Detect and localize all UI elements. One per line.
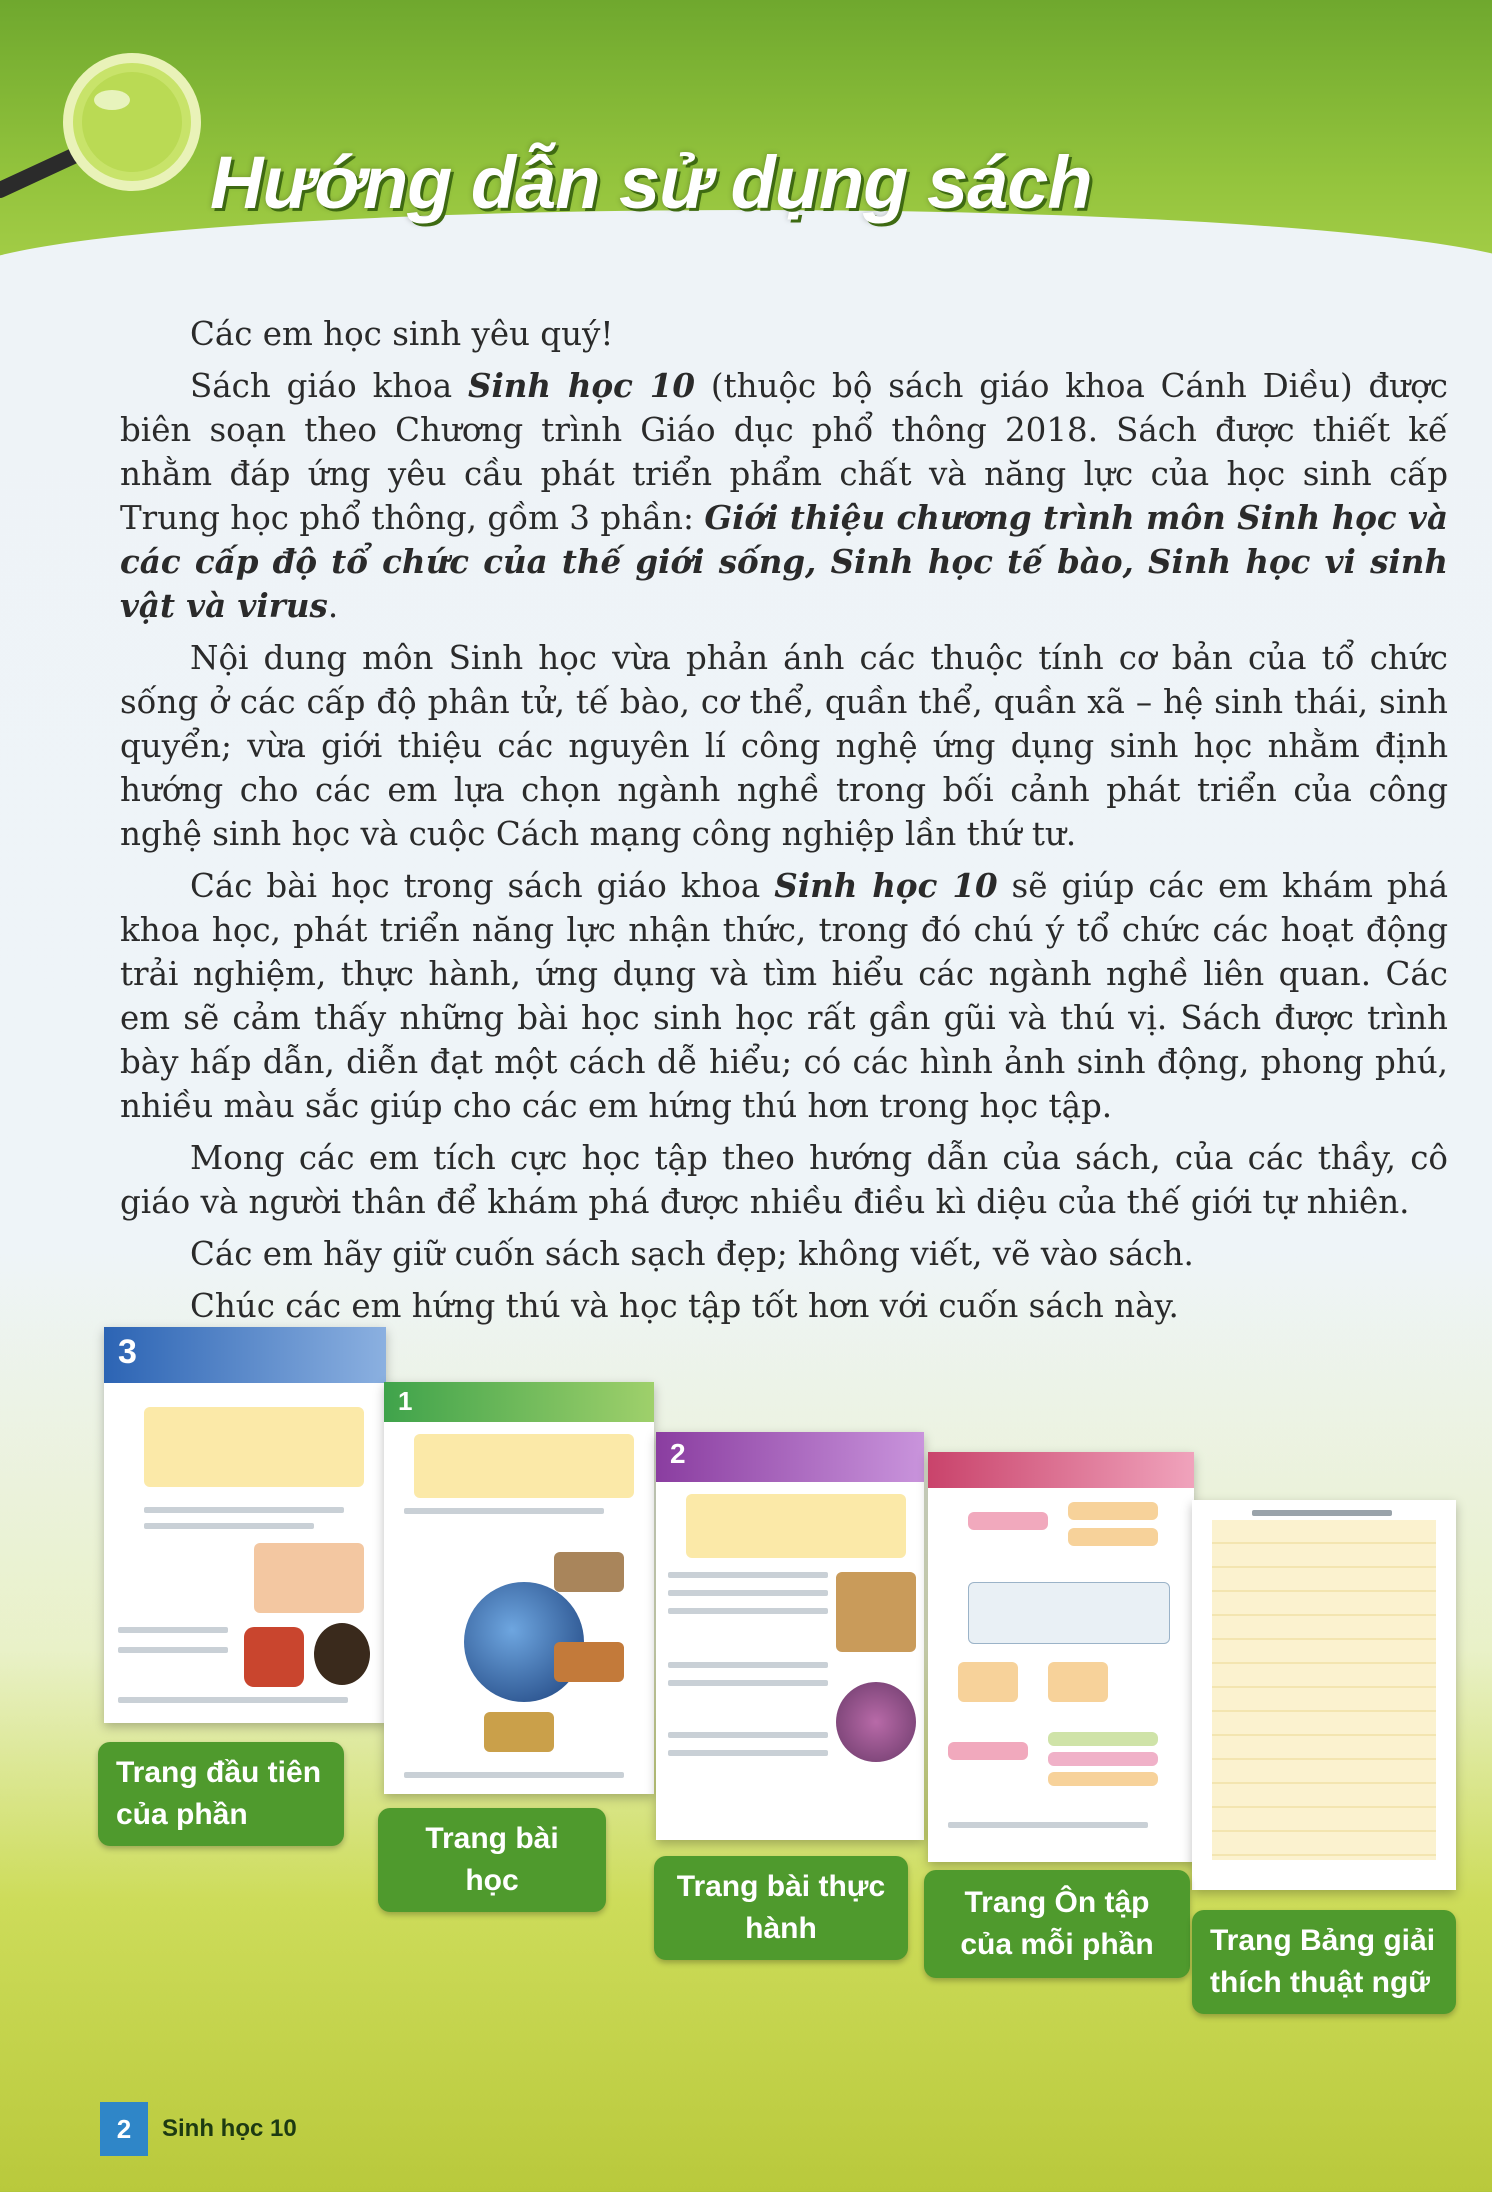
paragraph-2: Nội dung môn Sinh học vừa phản ánh các thuộc tính cơ bản của tổ chức sống ở các cấp độ phân tử, tế bào, cơ thể, quần thể, quần xã – hệ sinh thái, sinh quyển; vừa giới thiệu các nguyên lí công nghệ ứng dụng sinh học nhằm định hướng cho các em lựa chọn ngành nghề trong bối cảnh phát triển của công nghệ sinh học và cuộc Cách mạng công nghiệp lần thứ tư. — [120, 639, 1448, 853]
paragraph-5: Các em hãy giữ cuốn sách sạch đẹp; không viết, vẽ vào sách. — [190, 1235, 1194, 1273]
label-lesson-page: Trang bài học — [378, 1808, 606, 1912]
thumbnail-number: 2 — [670, 1438, 686, 1469]
thumbnail-lesson-page — [384, 1382, 654, 1794]
magnifier-icon — [0, 40, 210, 230]
paragraph-6: Chúc các em hứng thú và học tập tốt hơn với cuốn sách này. — [190, 1287, 1179, 1325]
footer-book-title: Sinh học 10 — [162, 2115, 297, 2142]
thumbnail-glossary-page — [1192, 1500, 1456, 1890]
page-title: Hướng dẫn sử dụng sách — [210, 141, 1092, 224]
paragraph-4: Mong các em tích cực học tập theo hướng dẫn của sách, của các thầy, cô giáo và người thân để khám phá được nhiều điều kì diệu của thế giới tự nhiên. — [120, 1139, 1448, 1221]
paragraph-1: Sách giáo khoa Sinh học 10 (thuộc bộ sách giáo khoa Cánh Diều) được biên soạn theo Chương trình Giáo dục phổ thông 2018. Sách được thiết kế nhằm đáp ứng yêu cầu phát triển phẩm chất và năng lực của học sinh cấp Trung học phổ thông, gồm 3 phần: Giới thiệu chương trình môn Sinh học và các cấp độ tổ chức của thế giới sống, Sinh học tế bào, Sinh học vi sinh vật và virus. — [120, 366, 1449, 625]
label-practice-page: Trang bài thực hành — [654, 1856, 908, 1960]
body-text — [120, 312, 1448, 1336]
page-footer — [100, 2102, 297, 2156]
thumbnail-number: 3 — [118, 1333, 137, 1371]
thumbnail-number: 1 — [398, 1386, 413, 1416]
greeting: Các em học sinh yêu quý! — [190, 315, 614, 353]
thumbnail-practice-page — [656, 1432, 924, 1840]
paragraph-3: Các bài học trong sách giáo khoa Sinh học 10 sẽ giúp các em khám phá khoa học, phát triển năng lực nhận thức, trong đó chú ý tổ chức các hoạt động trải nghiệm, thực hành, ứng dụng và tìm hiểu các ngành nghề liên quan. Các em sẽ cảm thấy những bài học sinh học rất gần gũi và thú vị. Sách được trình bày hấp dẫn, diễn đạt một cách dễ hiểu; có các hình ảnh sinh động, phong phú, nhiều màu sắc giúp cho các em hứng thú hơn trong học tập. — [120, 866, 1449, 1125]
label-review-page: Trang Ôn tập của mỗi phần — [924, 1870, 1190, 1978]
page-number: 2 — [100, 2102, 148, 2156]
thumbnail-review-page — [928, 1452, 1194, 1862]
label-glossary-page: Trang Bảng giải thích thuật ngữ — [1192, 1910, 1456, 2014]
label-part-first-page: Trang đầu tiên của phần — [98, 1742, 344, 1846]
thumbnail-part-first-page — [104, 1327, 386, 1723]
